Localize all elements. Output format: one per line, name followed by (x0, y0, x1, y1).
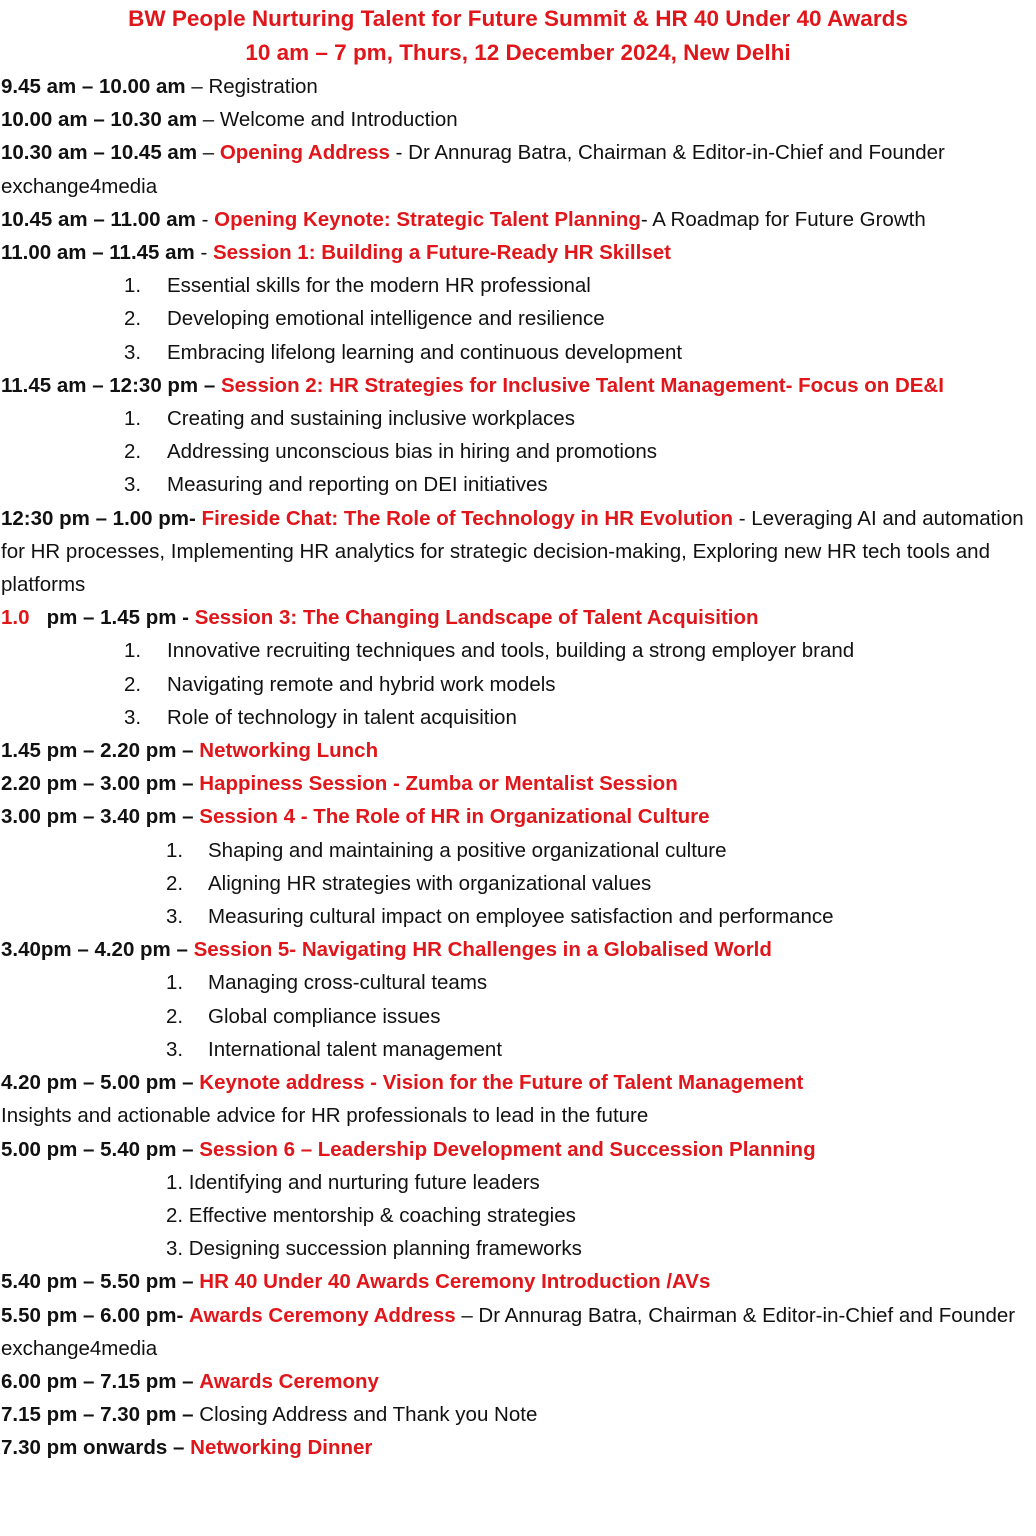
agenda-row (1, 1066, 1028, 1099)
agenda-time: 11.45 am – 12:30 pm – (1, 373, 216, 397)
agenda-time: 12:30 pm – 1.00 pm- (1, 506, 196, 530)
agenda-row (1, 601, 1028, 634)
agenda-time: 5.50 pm – 6.00 pm- (1, 1303, 184, 1327)
agenda-time: 7.15 pm – 7.30 pm – (1, 1403, 194, 1427)
agenda-row (1, 1299, 1028, 1365)
agenda-description: - A Roadmap for Future Growth (640, 207, 926, 231)
event-date-venue: 10 am – 7 pm, Thurs, 12 December 2024, New Delhi (245, 40, 791, 65)
agenda-time: 7.30 pm onwards – (1, 1436, 185, 1460)
session-topics (1, 966, 1028, 1066)
agenda-description: Registration (208, 75, 318, 98)
agenda-session-title: Session 4 - The Role of HR in Organizational Culture (199, 805, 710, 829)
agenda-row: 9.45 am – 10.00 am – Registration (1, 75, 318, 98)
agenda-row (1, 933, 1028, 966)
list-item: 1. Identifying and nurturing future leaders (166, 1170, 540, 1194)
list-item: 3. Embracing lifelong learning and continuous development (124, 340, 683, 364)
agenda-time: 11.00 am – 11.45 am (1, 241, 195, 265)
agenda-session-title: Awards Ceremony (199, 1369, 379, 1393)
agenda-time: 10.00 am – 10.30 am (1, 108, 198, 132)
list-item: 1. Essential skills for the modern HR professional (124, 274, 591, 298)
agenda-time: 9.45 am – 10.00 am (1, 75, 186, 98)
list-item: 3. Designing succession planning frameworks (166, 1237, 582, 1261)
agenda-time-highlight: 1.0 (1, 606, 30, 630)
agenda-row (1, 800, 1028, 833)
agenda-session-title: Session 1: Building a Future-Ready HR Skillset (213, 241, 671, 265)
list-item: 1. Innovative recruiting techniques and tools, building a strong employer brand (124, 639, 855, 663)
list-item: 3. Measuring cultural impact on employee satisfaction and performance (166, 905, 834, 929)
agenda-row: 10.45 am – 11.00 am - Opening Keynote: Strategic Talent Planning- A Roadmap for Future Growth (1, 207, 926, 231)
session-topics (1, 1166, 1028, 1266)
event-title: BW People Nurturing Talent for Future Summit & HR 40 Under 40 Awards (128, 6, 908, 31)
agenda-session-title: Session 5- Navigating HR Challenges in a Globalised World (193, 938, 772, 962)
agenda-time: 1.45 pm – 2.20 pm – (1, 739, 194, 763)
list-item: 2. Global compliance issues (166, 1004, 441, 1028)
agenda-session-title: Networking Lunch (199, 739, 379, 763)
agenda-row (1, 1265, 1028, 1298)
agenda-session-title: Networking Dinner (190, 1436, 373, 1460)
session-topics (1, 634, 1028, 734)
agenda-time: 6.00 pm – 7.15 pm – (1, 1369, 194, 1393)
agenda-session-title: Session 2: HR Strategies for Inclusive Talent Management- Focus on DE&I (220, 373, 944, 397)
agenda-row (1, 369, 1028, 402)
agenda-session-title: Awards Ceremony Address (189, 1303, 456, 1327)
agenda-row (1, 1133, 1028, 1166)
agenda-session-title: Happiness Session - Zumba or Mentalist Session (199, 772, 678, 796)
agenda-row (1, 1398, 1028, 1431)
agenda-time: 10.30 am – 10.45 am (1, 141, 198, 165)
session-topics (1, 269, 1028, 369)
list-item: 3. International talent management (166, 1037, 503, 1061)
agenda-time: 3.40pm – 4.20 pm – (1, 938, 188, 962)
agenda-row (1, 767, 1028, 800)
agenda-time: 2.20 pm – 3.00 pm – (1, 772, 194, 796)
agenda-description: Welcome and Introduction (219, 108, 458, 132)
agenda-description: Closing Address and Thank you Note (199, 1403, 538, 1427)
agenda-session-title: Opening Address (219, 141, 390, 165)
agenda-row (1, 734, 1028, 767)
agenda-session-title: Keynote address - Vision for the Future of Talent Management (199, 1071, 804, 1095)
agenda-time: 4.20 pm – 5.00 pm – (1, 1071, 194, 1095)
agenda-row (1, 1365, 1028, 1398)
agenda-time: pm – 1.45 pm - (29, 606, 195, 630)
list-item: 3. Role of technology in talent acquisition (124, 705, 517, 729)
agenda-session-title: Session 6 – Leadership Development and Succession Planning (199, 1137, 816, 1161)
session-topics (1, 834, 1028, 934)
event-header (0, 0, 1036, 70)
agenda-list (0, 70, 1036, 1465)
list-item: 3. Measuring and reporting on DEI initiatives (124, 473, 548, 497)
list-item: 2. Navigating remote and hybrid work models (124, 672, 556, 696)
agenda-time: 10.45 am – 11.00 am (1, 207, 196, 231)
list-item: 1. Creating and sustaining inclusive workplaces (124, 407, 575, 431)
list-item: 1. Shaping and maintaining a positive organizational culture (166, 838, 727, 862)
agenda-row (1, 502, 1028, 602)
agenda-time: 5.00 pm – 5.40 pm – (1, 1137, 194, 1161)
agenda-description: Insights and actionable advice for HR professionals to lead in the future (1, 1104, 649, 1128)
agenda-row: 11.00 am – 11.45 am - Session 1: Building a Future-Ready HR Skillset (1, 241, 671, 265)
agenda-time: 5.40 pm – 5.50 pm – (1, 1270, 194, 1294)
list-item: 2. Developing emotional intelligence and resilience (124, 307, 605, 331)
agenda-row: 10.00 am – 10.30 am – Welcome and Introduction (1, 108, 458, 132)
agenda-time: 3.00 pm – 3.40 pm – (1, 805, 194, 829)
list-item: 2. Addressing unconscious bias in hiring and promotions (124, 440, 658, 464)
agenda-description: - Dr Annurag Batra, Chairman & Editor-in-Chief and Founder exchange4media (1, 141, 945, 198)
agenda-description: - Leveraging AI and automation for HR processes, Implementing HR analytics for strategic decision-making, Exploring new HR tech tools and platforms (1, 506, 1024, 597)
agenda-session-title: Opening Keynote: Strategic Talent Planning (214, 207, 641, 231)
agenda-session-title: Session 3: The Changing Landscape of Talent Acquisition (194, 606, 759, 630)
list-item: 2. Aligning HR strategies with organizational values (166, 871, 652, 895)
agenda-row (1, 1431, 1028, 1464)
list-item: 1. Managing cross-cultural teams (166, 971, 488, 995)
agenda-row: 10.30 am – 10.45 am – Opening Address - Dr Annurag Batra, Chairman & Editor-in-Chief and Founder exchange4media (1, 141, 945, 198)
session-topics (1, 402, 1028, 502)
agenda-session-title: HR 40 Under 40 Awards Ceremony Introduction /AVs (199, 1270, 711, 1294)
agenda-session-title: Fireside Chat: The Role of Technology in HR Evolution (201, 506, 734, 530)
agenda-description: – Dr Annurag Batra, Chairman & Editor-in-Chief and Founder exchange4media (1, 1303, 1016, 1360)
list-item: 2. Effective mentorship & coaching strategies (166, 1203, 576, 1227)
